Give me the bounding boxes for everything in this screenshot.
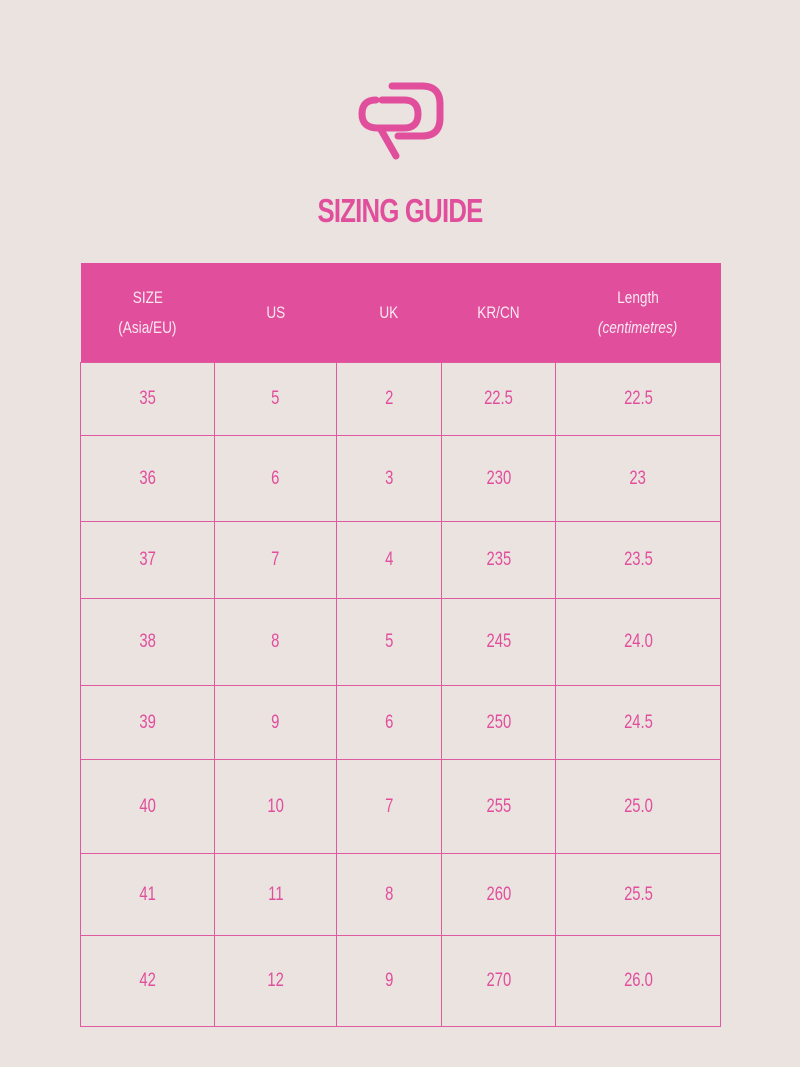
cell-us: 6 xyxy=(215,436,337,522)
cell-length: 22.5 xyxy=(556,363,721,436)
cell-us: 8 xyxy=(215,599,337,686)
cell-uk: 3 xyxy=(337,436,442,522)
cell-length: 23.5 xyxy=(556,522,721,599)
cell-kr-cn: 230 xyxy=(442,436,556,522)
cell-length: 25.0 xyxy=(556,760,721,854)
cell-us: 11 xyxy=(215,854,337,936)
cell-uk: 6 xyxy=(337,686,442,760)
table-header-row xyxy=(81,263,721,363)
table-row xyxy=(81,522,721,599)
table-row xyxy=(81,760,721,854)
size-table xyxy=(80,263,720,1027)
cell-size: 39 xyxy=(81,686,215,760)
cell-size: 41 xyxy=(81,854,215,936)
table-row xyxy=(81,436,721,522)
cell-size: 37 xyxy=(81,522,215,599)
header-length: Length (centimetres) xyxy=(556,263,721,363)
cell-kr-cn: 255 xyxy=(442,760,556,854)
cell-uk: 5 xyxy=(337,599,442,686)
cell-us: 5 xyxy=(215,363,337,436)
table-row xyxy=(81,686,721,760)
cell-us: 12 xyxy=(215,936,337,1027)
cell-us: 10 xyxy=(215,760,337,854)
cell-uk: 4 xyxy=(337,522,442,599)
cell-uk: 9 xyxy=(337,936,442,1027)
cell-length: 24.5 xyxy=(556,686,721,760)
cell-length: 26.0 xyxy=(556,936,721,1027)
cell-size: 36 xyxy=(81,436,215,522)
cell-uk: 7 xyxy=(337,760,442,854)
header-uk: UK xyxy=(337,263,442,363)
cell-kr-cn: 22.5 xyxy=(442,363,556,436)
cell-us: 7 xyxy=(215,522,337,599)
cell-size: 42 xyxy=(81,936,215,1027)
table-row xyxy=(81,363,721,436)
page-title: SIZING GUIDE xyxy=(317,192,483,229)
cell-length: 24.0 xyxy=(556,599,721,686)
cell-kr-cn: 250 xyxy=(442,686,556,760)
cell-us: 9 xyxy=(215,686,337,760)
table-row xyxy=(81,854,721,936)
cell-length: 23 xyxy=(556,436,721,522)
cell-kr-cn: 270 xyxy=(442,936,556,1027)
cell-size: 40 xyxy=(81,760,215,854)
cell-size: 38 xyxy=(81,599,215,686)
cell-kr-cn: 260 xyxy=(442,854,556,936)
monogram-logo-icon xyxy=(352,78,448,168)
header-us: US xyxy=(215,263,337,363)
cell-size: 35 xyxy=(81,363,215,436)
cell-uk: 2 xyxy=(337,363,442,436)
cell-kr-cn: 235 xyxy=(442,522,556,599)
header-size: SIZE (Asia/EU) xyxy=(81,263,215,363)
cell-kr-cn: 245 xyxy=(442,599,556,686)
cell-uk: 8 xyxy=(337,854,442,936)
table-row xyxy=(81,599,721,686)
cell-length: 25.5 xyxy=(556,854,721,936)
table-row xyxy=(81,936,721,1027)
header-kr-cn: KR/CN xyxy=(442,263,556,363)
